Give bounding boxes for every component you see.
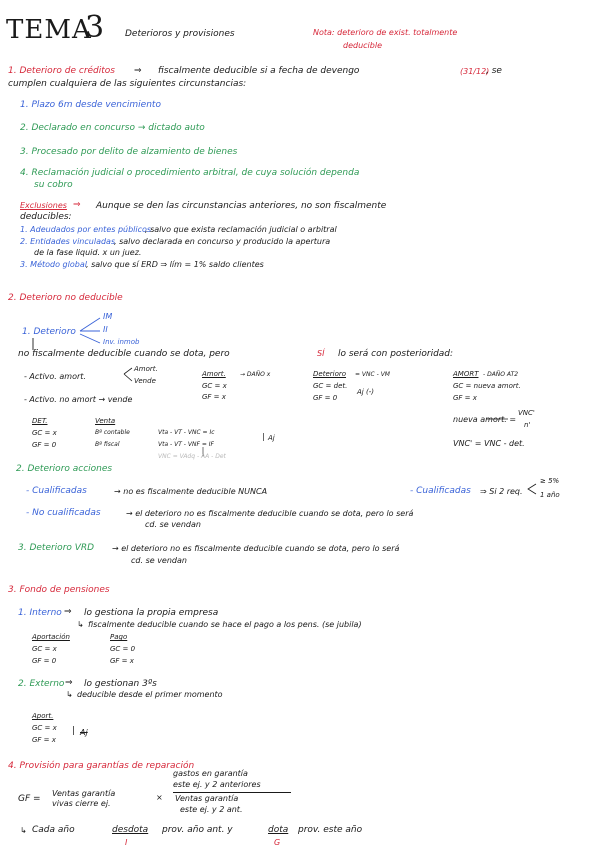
venta-formula-3: VNC = VAdq - AA - Det <box>158 453 226 460</box>
section-3-heading: 3. Fondo de pensiones <box>8 585 110 595</box>
pago-gc: GC = 0 <box>110 645 136 653</box>
numerator-line-2: este ej. y 2 anteriores <box>173 780 261 789</box>
exclusion-3-text: , salvo que sí ERD ⇒ lím = 1% saldo clientes <box>86 260 264 269</box>
aport2-header: Aport. <box>32 712 54 720</box>
det-table-gc: GC = det. <box>313 382 348 390</box>
note-text: Nota: deterioro de exist. totalmente <box>313 28 458 37</box>
acciones-heading: 2. Deterioro acciones <box>16 464 113 474</box>
externo-label: 2. Externo <box>18 679 65 689</box>
topic-number: 3 <box>85 10 106 45</box>
amort-option-2: Vende <box>134 377 156 385</box>
exclusions-text-2: deducibles: <box>20 212 72 222</box>
multiply-sign: × <box>156 793 163 802</box>
cualificadas-text-left: → no es fiscalmente deducible NUNCA <box>114 487 268 496</box>
pago-header: Pago <box>110 633 128 641</box>
section-1-comma: , se <box>486 66 502 76</box>
venta-adjust: Aj <box>268 434 275 442</box>
arrow-implies-icon: ⇒ <box>134 66 142 76</box>
cualificadas-label-right: - Cualificadas <box>410 486 471 496</box>
activo-amort-label: - Activo. amort. <box>24 372 86 381</box>
aportacion-header: Aportación <box>32 633 70 641</box>
credit-condition-3: 3. Procesado por delito de alzamiento de bienes <box>20 147 238 157</box>
credit-condition-4-cont: su cobro <box>34 180 73 190</box>
activo-no-amort-label: - Activo. no amort → vende <box>24 395 133 404</box>
exclusion-2-label: 2. Entidades vinculadas <box>20 237 116 246</box>
interno-text-2: fiscalmente deducible cuando se hace el pago a los pens. (se jubila) <box>88 620 362 629</box>
desdota-text: desdota <box>112 825 149 835</box>
amort-table-gc: GC = x <box>202 382 227 390</box>
section-1-text-2: cumplen cualquiera de las siguientes circunstancias: <box>8 79 247 89</box>
numerator-line-1: gastos en garantía <box>173 769 248 778</box>
requirement-2: 1 año <box>540 491 560 499</box>
denominator-line-2: este ej. y 2 ant. <box>180 805 243 814</box>
arrow-return-icon: ↳ <box>20 826 27 835</box>
aport2-adjust-struck: Aj <box>80 728 88 737</box>
amort2-table-header-2: - DAÑO AT2 <box>483 371 519 378</box>
pago-gf: GF = x <box>110 657 134 665</box>
vivas-cierre: vivas cierre ej. <box>52 799 111 808</box>
section-1-heading: 1. Deterioro de créditos <box>8 66 115 76</box>
det2-table-gf: GF = 0 <box>32 441 57 449</box>
venta-header: Venta <box>95 417 116 425</box>
aport2-gc: GC = x <box>32 724 57 732</box>
det-table-adjust: Aj (-) <box>357 388 374 396</box>
aport2-gf: GF = x <box>32 736 56 744</box>
exclusion-2-text-cont: de la fase liquid. x un juez. <box>34 248 142 257</box>
cualificadas-label-left: - Cualificadas <box>26 486 87 496</box>
prov-este-ano-text: prov. este año <box>298 825 363 835</box>
arrow-return-icon: ↳ <box>77 620 84 629</box>
amort-table-header: Amort. <box>202 370 226 378</box>
nueva-amort-label: nueva amort. = <box>453 415 517 424</box>
denominator-line-1: Ventas garantía <box>175 794 239 803</box>
interno-label: 1. Interno <box>18 608 62 618</box>
vrd-label: 3. Deterioro VRD <box>18 543 95 553</box>
no-deducible-text-end: lo será con posterioridad: <box>338 349 454 359</box>
deterioro-item-ii: II <box>103 325 108 334</box>
si-label: SÍ <box>317 349 325 358</box>
deterioro-item-im: IM <box>103 312 113 321</box>
amort2-table-gf: GF = x <box>453 394 477 402</box>
vrd-text-2: cd. se vendan <box>131 556 187 565</box>
credit-condition-4: 4. Reclamación judicial o procedimiento arbitral, de cuya solución dependa <box>20 168 360 178</box>
exclusion-1-label: 1. Adeudados por entes públicos <box>20 225 152 234</box>
no-cualificadas-text-2: cd. se vendan <box>145 520 201 529</box>
venta-formula-1: Vta - VT - VNC = Ic <box>158 429 215 436</box>
externo-text: lo gestionan 3ºs <box>84 679 157 689</box>
fraction-denominator: n' <box>524 421 531 429</box>
arrow-implies-icon: ⇒ <box>73 200 81 210</box>
section-1-text: fiscalmente deducible si a fecha de devengo <box>158 66 360 76</box>
note-text-2: deducible <box>343 41 382 50</box>
no-cualificadas-label: - No cualificadas <box>26 508 101 518</box>
externo-text-2: deducible desde el primer momento <box>77 690 223 699</box>
det2-table-gc: GC = x <box>32 429 57 437</box>
venta-contable: Bº contable <box>95 429 130 436</box>
topic-label: TEMA <box>6 15 92 45</box>
det-table-header-2: = VNC - VM <box>355 371 390 378</box>
arrow-implies-icon: ⇒ <box>64 607 72 617</box>
topic-subtitle: Deterioros y provisiones <box>125 29 235 39</box>
dota-text: dota <box>268 825 289 835</box>
amort-option-1: Amort. <box>134 365 158 373</box>
exclusion-1-text: , salvo que exista reclamación judicial o arbitral <box>145 225 337 234</box>
deterioro-item-inv: Inv. inmob <box>103 338 140 346</box>
exclusion-3-label: 3. Método global <box>20 260 87 269</box>
amort-table-gf: GF = x <box>202 393 226 401</box>
section-2-heading: 2. Deterioro no deducible <box>8 293 123 303</box>
dota-mark-g: G <box>274 838 281 847</box>
vrd-text: → el deterioro no es fiscalmente deducible cuando se dota, pero lo será <box>112 544 400 553</box>
gf-label: GF = <box>18 794 41 804</box>
fraction-bar <box>173 792 291 793</box>
ventas-garantia: Ventas garantía <box>52 789 116 798</box>
devengo-date: (31/12) <box>460 67 490 76</box>
det2-table-header: DET. <box>32 417 48 425</box>
amort2-table-header: AMORT <box>453 370 479 378</box>
aport2-bar: | <box>72 726 76 736</box>
no-cualificadas-text: → el deterioro no es fiscalmente deducible cuando se dota, pero lo será <box>126 509 414 518</box>
fraction-numerator: VNC' <box>518 409 535 417</box>
deterioro-label: 1. Deterioro <box>22 327 76 337</box>
arrow-return-icon: ↳ <box>66 690 73 699</box>
amort-table-header-2: → DAÑO x <box>240 371 271 378</box>
venta-bar: | <box>262 432 265 441</box>
exclusion-2-text: , salvo declarada en concurso y producido la apertura <box>114 237 331 246</box>
exclusions-text: Aunque se den las circunstancias anteriores, no son fiscalmente <box>96 201 387 211</box>
aportacion-gf: GF = 0 <box>32 657 57 665</box>
venta-fiscal: Bº fiscal <box>95 441 120 448</box>
venta-formula-2: Vta - VT - VNF = IF <box>158 441 214 448</box>
det-table-header: Deterioro <box>313 370 347 378</box>
interno-text: lo gestiona la propia empresa <box>84 608 219 618</box>
amort2-table-gc: GC = nueva amort. <box>453 382 521 390</box>
prov-ano-ant-text: prov. año ant. y <box>162 825 233 835</box>
cada-ano-text: Cada año <box>32 825 75 835</box>
section-4-heading: 4. Provisión para garantías de reparación <box>8 761 195 771</box>
requirement-1: ≥ 5% <box>540 477 560 485</box>
aportacion-gc: GC = x <box>32 645 57 653</box>
credit-condition-2: 2. Declarado en concurso → dictado auto <box>20 123 205 133</box>
credit-condition-1: 1. Plazo 6m desde vencimiento <box>20 100 161 110</box>
cualificadas-text-right: ⇒ Si 2 req. <box>480 487 523 496</box>
no-deducible-text: no fiscalmente deducible cuando se dota, pero <box>18 349 230 359</box>
arrow-implies-icon: ⇒ <box>65 678 73 688</box>
exclusions-label: Exclusiones <box>20 201 67 210</box>
vnc-formula: VNC' = VNC - det. <box>453 439 525 448</box>
desdota-mark-i: I <box>125 838 128 847</box>
det-table-gf: GF = 0 <box>313 394 338 402</box>
